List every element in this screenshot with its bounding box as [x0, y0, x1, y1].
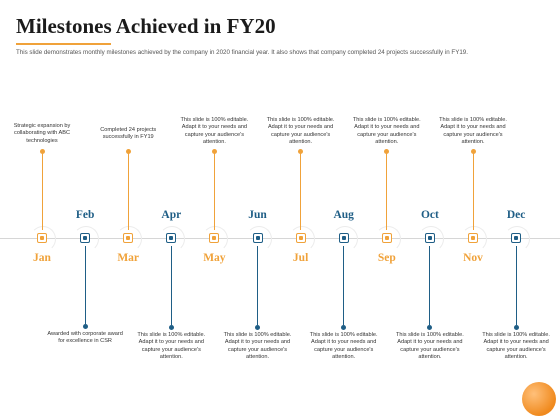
connector-line-apr: [171, 246, 172, 325]
milestone-marker-core: [212, 236, 216, 240]
milestone-marker-core: [342, 236, 346, 240]
page-subtitle: This slide demonstrates monthly milestones achieved by the company in 2020 financial year. It also shows that company completed 24 projects successfully in FY19.: [16, 49, 468, 56]
milestone-description-oct: This slide is 100% editable. Adapt it to your needs and capture your audience's attention.: [395, 332, 464, 361]
milestone-marker-may: [209, 233, 219, 243]
milestone-marker-core: [385, 236, 389, 240]
month-label-mar: Mar: [117, 252, 140, 264]
milestone-description-jun: This slide is 100% editable. Adapt it to your needs and capture your audience's attention.: [223, 332, 292, 361]
connector-line-jun: [257, 246, 258, 325]
milestone-description-nov: This slide is 100% editable. Adapt it to your needs and capture your audience's attention.: [439, 117, 507, 146]
month-label-sep: Sep: [377, 252, 396, 264]
connector-line-oct: [429, 246, 430, 325]
milestone-description-may: This slide is 100% editable. Adapt it to your needs and capture your audience's attention.: [180, 117, 249, 146]
connector-line-aug: [343, 246, 344, 325]
connector-dot-jul: [298, 149, 303, 154]
connector-dot-oct: [427, 325, 432, 330]
month-label-oct: Oct: [420, 209, 439, 221]
connector-dot-aug: [341, 325, 346, 330]
milestone-marker-aug: [339, 233, 349, 243]
milestone-marker-core: [83, 236, 87, 240]
month-label-dec: Dec: [506, 209, 526, 221]
milestone-marker-core: [256, 236, 260, 240]
connector-dot-sep: [384, 149, 389, 154]
milestone-marker-apr: [166, 233, 176, 243]
milestone-marker-core: [126, 236, 130, 240]
connector-line-dec: [516, 246, 517, 325]
connector-line-feb: [85, 246, 86, 324]
decorative-circle: [522, 382, 556, 416]
milestone-description-aug: This slide is 100% editable. Adapt it to your needs and capture your audience's attention.: [309, 332, 378, 361]
connector-dot-feb: [83, 324, 88, 329]
connector-dot-may: [212, 149, 217, 154]
month-label-jan: Jan: [33, 252, 51, 264]
milestone-description-jan: Strategic expansion by collaborating with ABC technologies: [13, 123, 71, 144]
month-label-aug: Aug: [333, 209, 354, 221]
connector-dot-apr: [169, 325, 174, 330]
connector-dot-jun: [255, 325, 260, 330]
milestone-marker-sep: [382, 233, 392, 243]
month-label-jun: Jun: [248, 209, 267, 221]
connector-dot-mar: [126, 149, 131, 154]
milestone-marker-mar: [123, 233, 133, 243]
month-label-nov: Nov: [463, 252, 483, 264]
milestone-marker-jul: [296, 233, 306, 243]
connector-line-mar: [128, 152, 129, 230]
connector-line-nov: [473, 152, 474, 230]
milestone-marker-dec: [511, 233, 521, 243]
milestone-description-feb: Awarded with corporate award for excellence in CSR: [47, 331, 123, 345]
page-title: Milestones Achieved in FY20: [16, 14, 276, 38]
milestone-description-sep: This slide is 100% editable. Adapt it to your needs and capture your audience's attention.: [352, 117, 421, 146]
milestone-marker-core: [471, 236, 475, 240]
milestone-description-apr: This slide is 100% editable. Adapt it to your needs and capture your audience's attention.: [137, 332, 206, 361]
milestone-description-dec: This slide is 100% editable. Adapt it to your needs and capture your audience's attention.: [482, 332, 550, 361]
connector-line-jan: [42, 152, 43, 230]
title-underline: [16, 43, 111, 45]
connector-dot-nov: [471, 149, 476, 154]
connector-line-may: [214, 152, 215, 230]
milestone-marker-nov: [468, 233, 478, 243]
month-label-may: May: [203, 252, 226, 264]
month-label-feb: Feb: [75, 209, 95, 221]
milestone-description-jul: This slide is 100% editable. Adapt it to your needs and capture your audience's attention.: [266, 117, 335, 146]
milestone-marker-core: [169, 236, 173, 240]
connector-dot-dec: [514, 325, 519, 330]
milestone-marker-oct: [425, 233, 435, 243]
connector-line-sep: [386, 152, 387, 230]
milestone-marker-jun: [253, 233, 263, 243]
month-label-apr: Apr: [161, 209, 182, 221]
month-label-jul: Jul: [292, 252, 309, 264]
milestone-marker-jan: [37, 233, 47, 243]
milestone-marker-core: [299, 236, 303, 240]
connector-line-jul: [300, 152, 301, 230]
milestone-marker-core: [514, 236, 518, 240]
milestone-marker-feb: [80, 233, 90, 243]
milestone-description-mar: Completed 24 projects successfully in FY19: [100, 127, 157, 141]
connector-dot-jan: [40, 149, 45, 154]
milestone-marker-core: [40, 236, 44, 240]
milestone-marker-core: [428, 236, 432, 240]
